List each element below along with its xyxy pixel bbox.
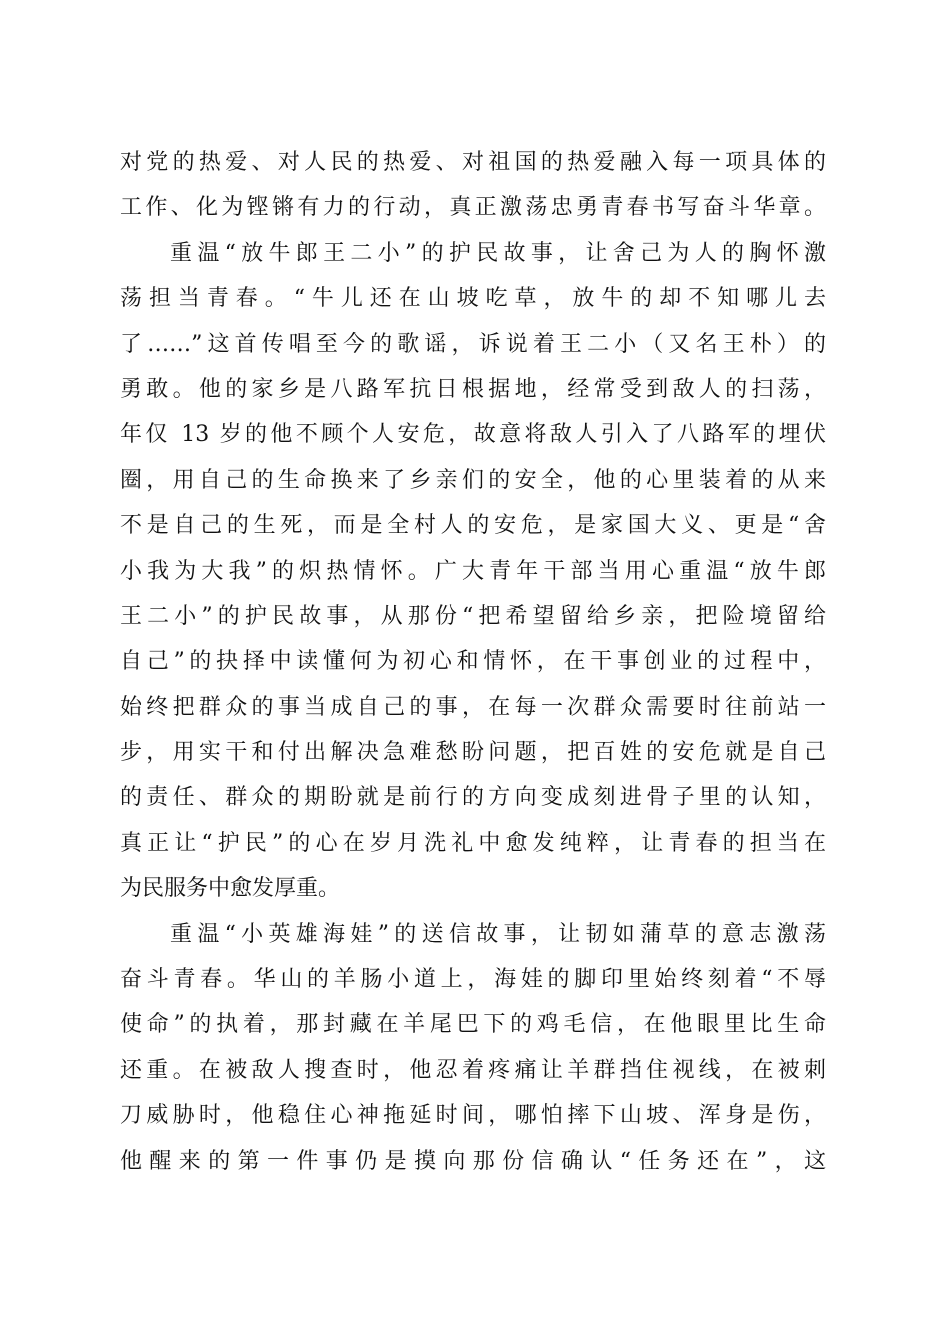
document-page [120,140,826,1184]
text-line: 了……”这首传唱至今的歌谣，诉说着王二小（又名王朴）的 [120,331,826,357]
text-line: 自己”的抉择中读懂何为初心和情怀，在干事创业的过程中， [120,649,826,675]
text-line: 圈，用自己的生命换来了乡亲们的安全，他的心里装着的从来 [120,467,826,493]
text-line: 使命”的执着，那封藏在羊尾巴下的鸡毛信，在他眼里比生命 [120,1012,826,1038]
text-line: 年仅 13 岁的他不顾个人安危，故意将敌人引入了八路军的埋伏 [120,422,826,448]
text-line: 重温“放牛郎王二小”的护民故事，让舍己为人的胸怀激 [170,240,826,266]
text-line: 为民服务中愈发厚重。 [120,876,341,902]
text-line: 小我为大我”的炽热情怀。广大青年干部当用心重温“放牛郎 [120,558,826,584]
text-line: 他醒来的第一件事仍是摸向那份信确认“任务还在”，这 [120,1148,826,1174]
text-line: 勇敢。他的家乡是八路军抗日根据地，经常受到敌人的扫荡， [120,376,826,402]
text-line: 真正让“护民”的心在岁月洗礼中愈发纯粹，让青春的担当在 [120,830,826,856]
text-line: 的责任、群众的期盼就是前行的方向变成刻进骨子里的认知， [120,785,826,811]
text-line: 还重。在被敌人搜查时，他忍着疼痛让羊群挡住视线，在被刺 [120,1057,826,1083]
text-line: 刀威胁时，他稳住心神拖延时间，哪怕摔下山坡、浑身是伤， [120,1103,826,1129]
text-line: 工作、化为铿锵有力的行动，真正激荡忠勇青春书写奋斗华章。 [120,195,826,221]
text-line: 步，用实干和付出解决急难愁盼问题，把百姓的安危就是自己 [120,740,826,766]
text-line: 奋斗青春。华山的羊肠小道上，海娃的脚印里始终刻着“不辱 [120,967,826,993]
text-line: 不是自己的生死，而是全村人的安危，是家国大义、更是“舍 [120,513,826,539]
text-line: 对党的热爱、对人民的热爱、对祖国的热爱融入每一项具体的 [120,150,826,175]
text-line: 重温“小英雄海娃”的送信故事，让韧如蒲草的意志激荡 [170,921,826,947]
text-line: 荡担当青春。“牛儿还在山坡吃草，放牛的却不知哪儿去 [120,286,826,312]
text-line: 王二小”的护民故事，从那份“把希望留给乡亲，把险境留给 [120,603,826,629]
text-line: 始终把群众的事当成自己的事，在每一次群众需要时往前站一 [120,694,826,720]
